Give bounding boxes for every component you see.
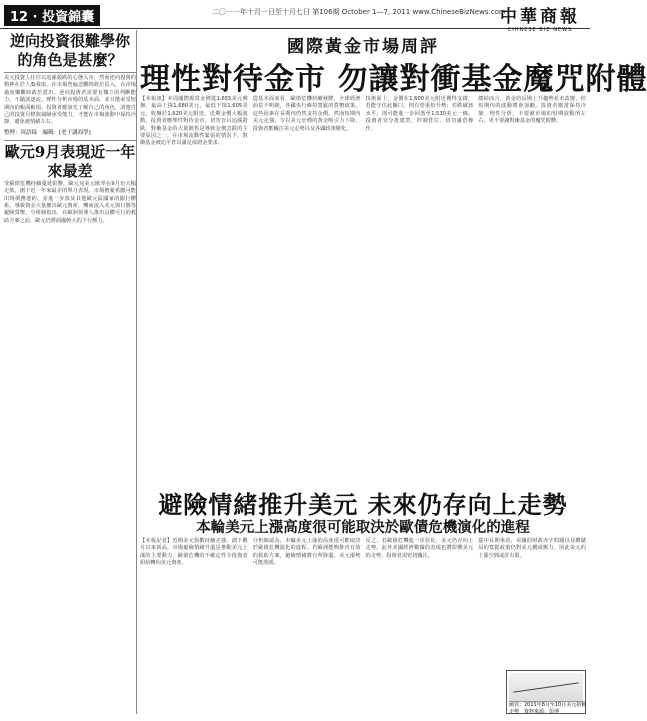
newspaper-logo: [500, 2, 580, 33]
chart-caption: 圖表：2011年8月至10月美元指數: [509, 702, 587, 708]
headline-euro: 歐元9月表現近一年來最差: [4, 142, 136, 180]
page-section-label: 12 · 投資錦囊: [4, 5, 100, 26]
gold-article-columns: [140, 96, 586, 476]
divider: [4, 72, 136, 73]
gold-column: 從基本面來看，歐債危機持續發酵，全球經濟前景不明朗，各國央行維持寬鬆的貨幣政策，這些因素在長期內仍然支持金價。然而短期內美元走強，令以美元計價的黃金吸引力下降，投資者應關注美元走勢以及各國政策變化。: [252, 96, 361, 132]
divider: [4, 140, 136, 141]
page-header: [0, 0, 590, 33]
issue-date-line: 二〇一一年十月一日至十月七日 第106期 October 1—7, 2011 www.ChineseBizNews.com: [212, 8, 506, 16]
headline-contrarian: 逆向投資很難學你的角色是甚麼？: [9, 32, 130, 69]
logo-chinese: 中華商報: [500, 7, 580, 27]
gold-kicker: 國際黃金市場周評: [287, 37, 439, 57]
article-body-euro: 受歐債危機持續蔓延影響，歐元兌美元匯率在9月份大幅走低，創下近一年來最差的單月表現。市場擔憂希臘可能出現債務違約，並進一步波及其他歐元區國家的銀行體系，導致資金大量撤出歐元資產，轉而流入美元與日圓等避險貨幣。分析師指出，在歐洲領導人推出具體可行的救助方案之前，歐元仍將面臨較大的下行壓力。: [4, 180, 136, 224]
main-area: [140, 30, 647, 715]
usd-subheadline: 本輪美元上漲高度很可能取決於歐債危機演化的進程: [196, 520, 530, 536]
left-column: [4, 30, 137, 714]
logo-english: CHINESE BIZ NEWS: [507, 27, 573, 33]
usd-headline: 避險情緒推升美元 未來仍存向上走勢: [158, 490, 568, 519]
gold-column: 技術面上，金價在1,600美元附近獲得支撐，若能守住此關口，則有望重拾升勢；若跌破該水平，則可能進一步回落至1,530美元一線。投資者宜分批建倉，控制倉位，切勿滿倉操作。: [365, 96, 474, 132]
chart-source: 走勢 資料來源：彭博: [509, 709, 560, 715]
usd-chart-box: [506, 670, 586, 714]
usd-column: 從中長期來看，美國的財政赤字問題以及聯儲局的寬鬆政策仍對美元構成壓力，因此美元的上漲空間或許有限。: [478, 538, 586, 559]
usd-chart-thumbnail: [509, 673, 583, 702]
trend-line: [513, 682, 578, 692]
gold-column: 總結而言，黃金的長期上升趨勢並未改變，但短期內的波動將會加劇。投資者應當保持冷靜，理性分析，不要被市場的短期波動所左右，更不要讓對衝基金的魔咒附體。: [478, 96, 586, 125]
usd-column: 反之，若歐債危機進一步惡化，美元仍存向上走勢。此外美國經濟數據的表現也將影響美元的走勢，投資者需密切關注。: [365, 538, 474, 559]
usd-column: 【本報記者】近期美元指數持續走強，創下數月以來新高。市場避險情緒升溫是推動美元上漲的主要動力，歐債危機的不確定性令投資者紛紛轉向美元資產。: [140, 538, 248, 567]
byline: 整理：周語綺 編輯：[老子講商學]: [4, 129, 91, 136]
gold-column: 【本報訊】本周國際現貨金價從1,655美元開盤，最高上探1,680美元，最低下探1,605美元，收盤於1,620美元附近。近期金價大幅波動，投資者應理性對待金市，切勿盲目追漲殺跌。對衝基金的大量拋售是導致金價急跌的主要原因之一，在市場流動性緊張的情況下，對衝基金被迫平倉以滿足保證金要求。: [140, 96, 248, 147]
usd-column: 分析師認為，本輪美元上漲的高度很可能取決於歐債危機演化的進程。若歐洲能夠推出有效的救助方案，避險情緒將有所降溫，美元漲勢可能放緩。: [252, 538, 361, 567]
gold-headline: 理性對待金市 勿讓對衝基金魔咒附體: [140, 62, 647, 97]
article-body-contrarian: 美元投資人往往以追漲殺跌的心態入市，然而逆向投資的精神在於人棄我取，在市場普遍悲觀時敢於買入，在市場過度樂觀時敢於賣出。逆向投資者需要有獨立的判斷能力，不隨波逐流，理性分析市場的基本面，並且能承受短期內的帳面虧損。投資者應該先了解自己的角色，清楚自己的投資目標與風險承受能力，才能在市場波動中保持冷靜，避免被情緒左右。: [4, 75, 136, 126]
